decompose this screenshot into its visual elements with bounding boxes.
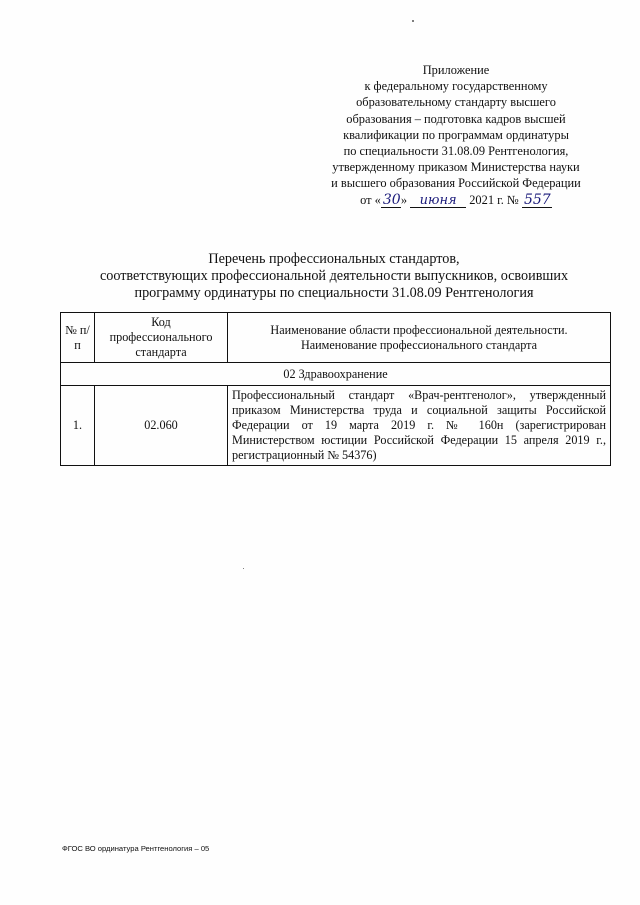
table-row xyxy=(61,386,611,466)
appendix-line: и высшего образования Российской Федерации xyxy=(331,176,581,191)
standards-table xyxy=(60,312,611,466)
header-code: Код профессионального стандарта xyxy=(95,313,228,363)
scan-speck xyxy=(243,568,244,569)
table-header-row xyxy=(61,313,611,363)
row-code: 02.060 xyxy=(95,386,228,466)
title-line: программу ординатуры по специальности 31.08.09 Рентгенология xyxy=(134,285,534,301)
title-line: Перечень профессиональных стандартов, xyxy=(208,251,460,267)
page-footer: ФГОС ВО ординатура Рентгенология – 05 xyxy=(62,844,210,853)
appendix-line: образовательному стандарту высшего xyxy=(356,95,556,110)
area-name: 02 Здравоохранение xyxy=(61,363,611,386)
date-quote-close: » xyxy=(400,192,408,207)
appendix-line: по специальности 31.08.09 Рентгенология, xyxy=(343,144,569,159)
date-year: 2021 г. № xyxy=(469,192,519,207)
appendix-line: квалификации по программам ординатуры xyxy=(343,127,569,142)
appendix-line: к федеральному государственному xyxy=(364,79,548,94)
document-title xyxy=(40,251,628,302)
scan-speck xyxy=(412,20,414,22)
title-line: соответствующих профессиональной деятельности выпускников, освоивших xyxy=(99,268,569,284)
handwritten-month: июня xyxy=(410,194,466,208)
appendix-line: утвержденному приказом Министерства науки xyxy=(332,160,580,175)
appendix-line: образования – подготовка кадров высшей xyxy=(346,111,566,126)
handwritten-order-number: 557 xyxy=(523,191,551,208)
appendix-line: Приложение xyxy=(422,63,490,77)
header-num: № п/п xyxy=(61,313,95,363)
row-num: 1. xyxy=(61,386,95,466)
row-description: Профессиональный стандарт «Врач-рентгенолог», утвержденный приказом Министерства труда и социальной защиты Российской Федерации от 19 марта 2019 г. № 160н (зарегистрирован Министерством юстиции Российской Федерации 15 апреля 2019 г., регистрационный № 54376) xyxy=(228,386,611,466)
appendix-block xyxy=(300,62,612,208)
order-date-line xyxy=(300,192,612,208)
header-name: Наименование области профессиональной деятельности. Наименование профессионального стандарта xyxy=(228,313,611,363)
handwritten-day: 30 xyxy=(382,191,401,208)
area-row xyxy=(61,363,611,386)
date-prefix: от « xyxy=(360,192,381,207)
